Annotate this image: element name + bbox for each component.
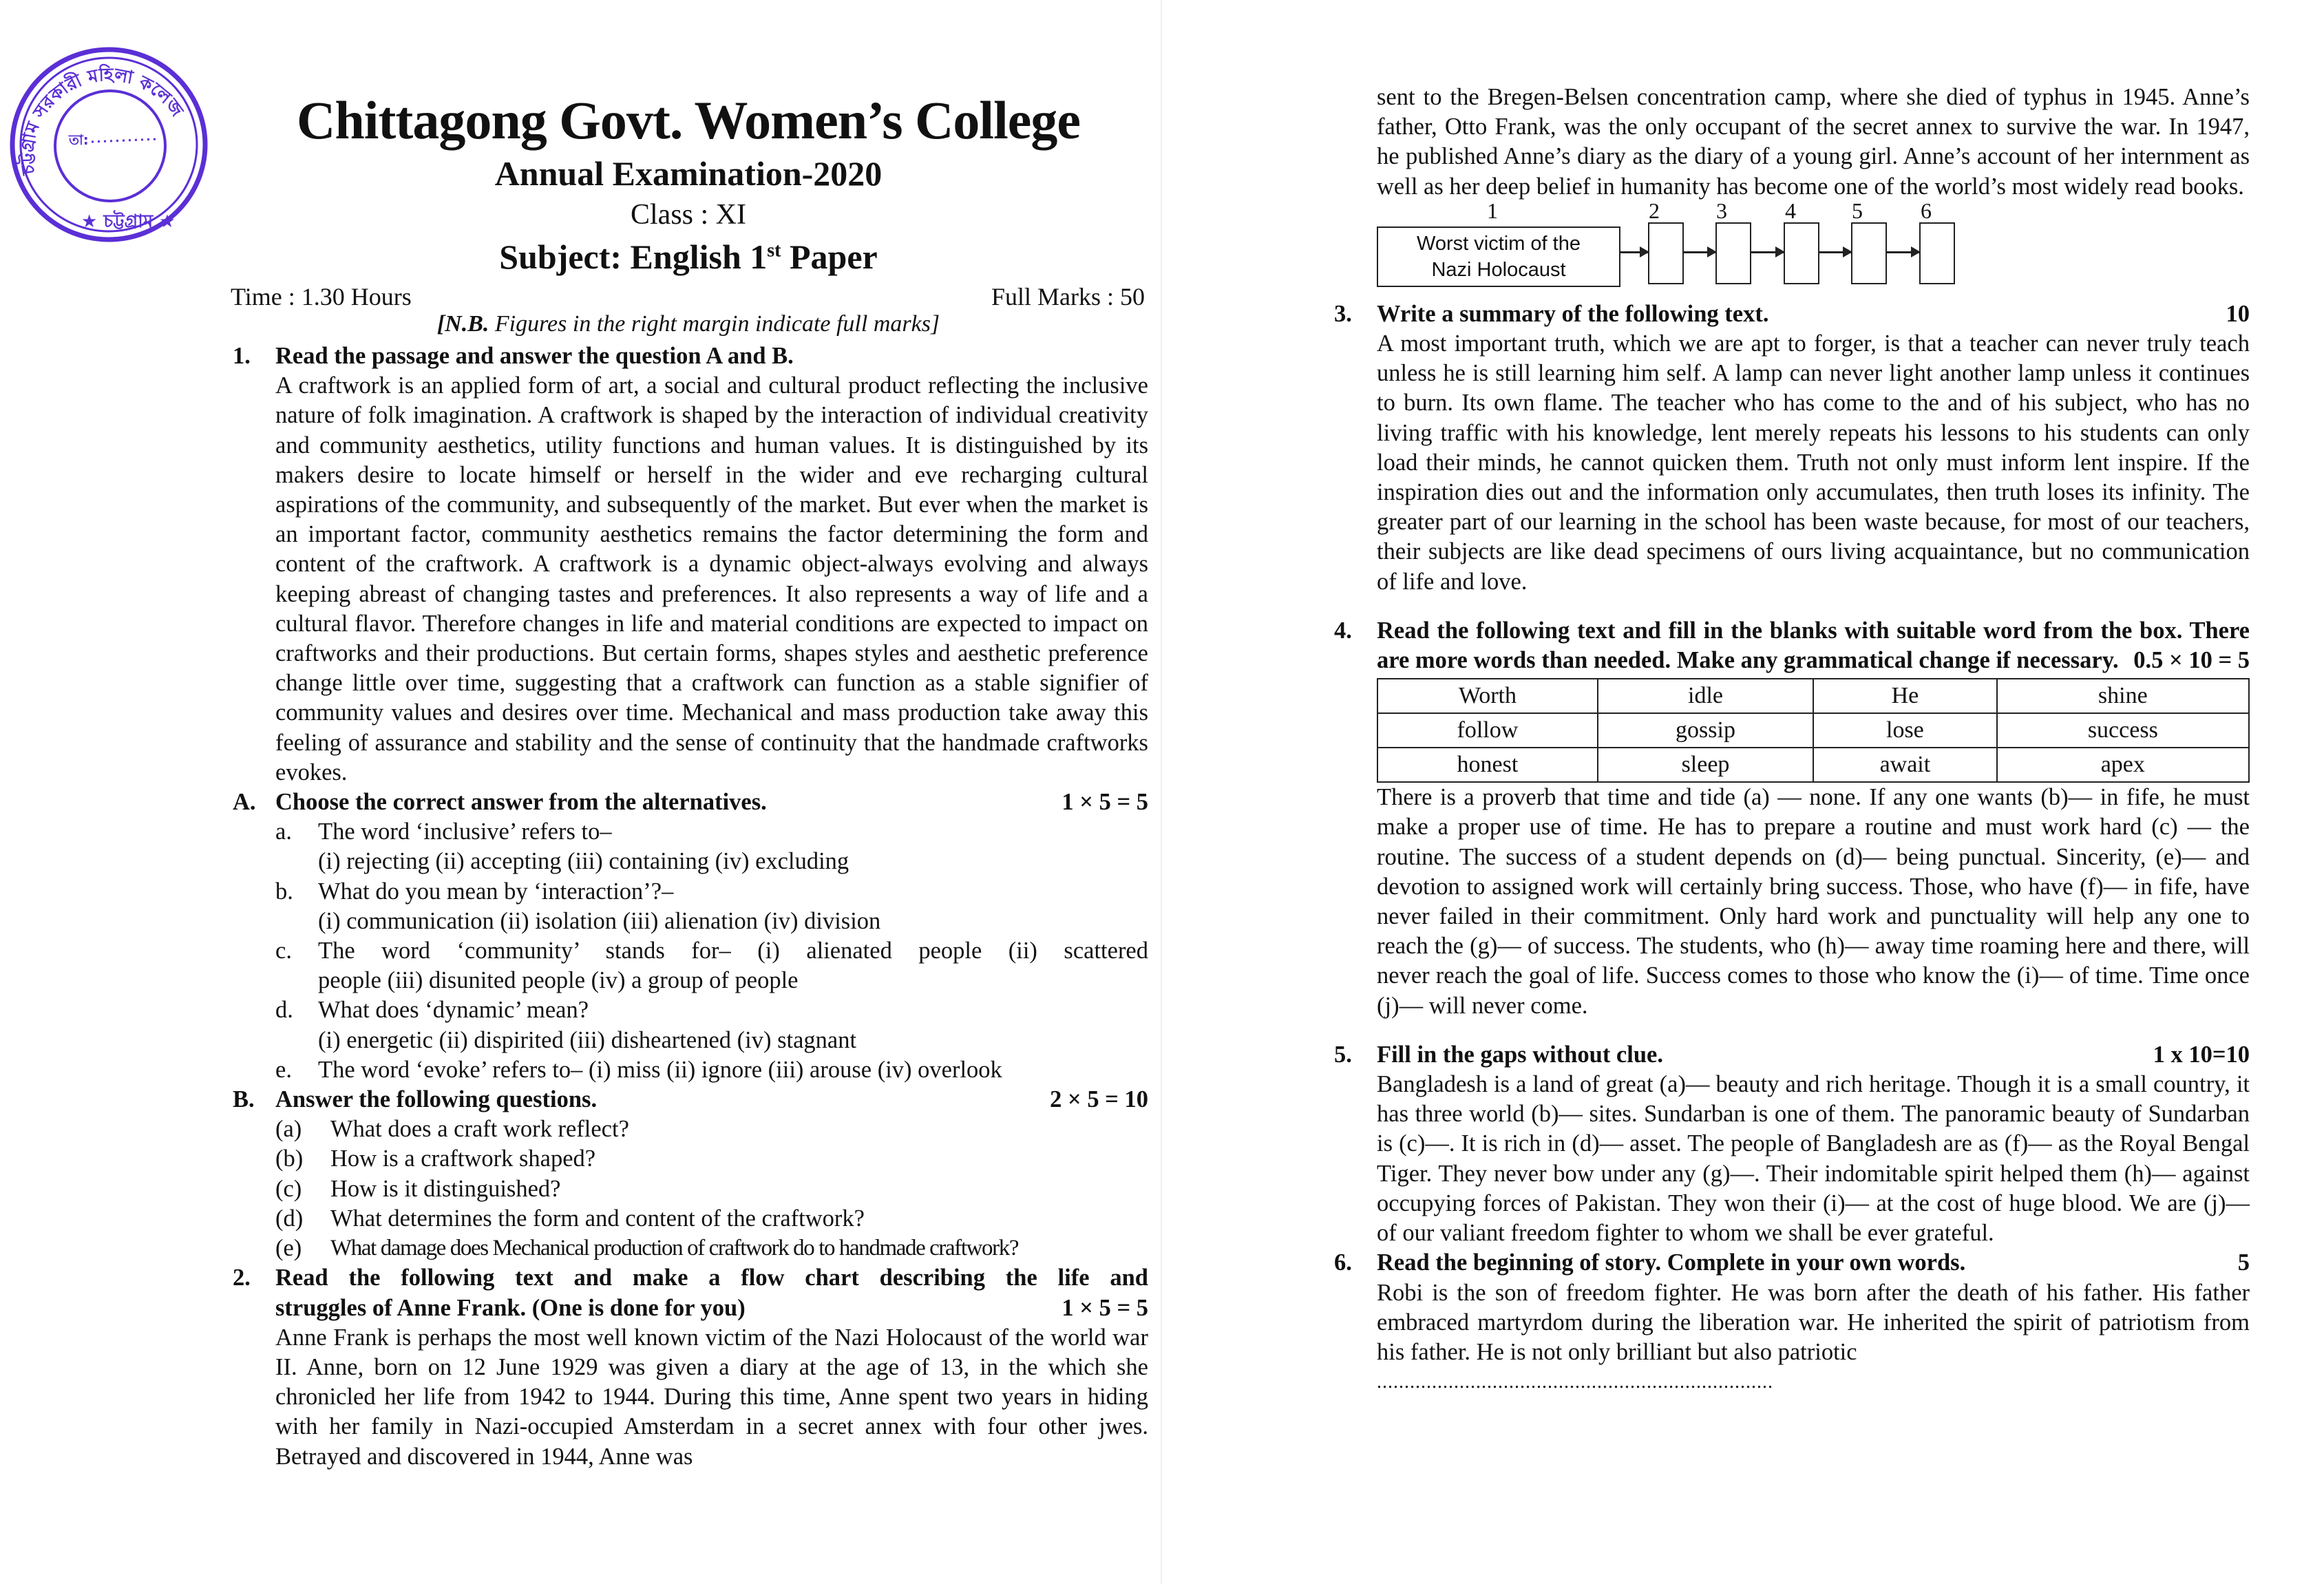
- passage-craftwork: A craftwork is an applied form of art, a social and cultural product reflecting the inclusive nature of folk imagination. A craftwork is shaped by the interaction of individual creativity and community aesthetics, utility functions and human values. It is distinguished by its makers desire to locate himself or herself in the wider and eve recharging cultural aspirations of the community, and subsequently of the market. But ever when the market is an important factor, community aesthetics remains the factor determining the form and content of the craftwork. A craftwork is a dynamic object-always evolving and always keeping abreast of changing tastes and preferences. It also represents a way of life and a cultural flavor. Therefore changes in life and material conditions are expected to impact on craftworks and their productions. But certain forms, shapes styles and aesthetic preference change little over time, suggesting that a craftwork can function as a stable signifier of community values and desires over time. Mechanical and mass production take away this feeling of assurance and stability and the sense of continuity that the handmade craftworks evokes.: [275, 372, 1148, 785]
- short-question: [275, 1204, 1148, 1234]
- flow-number: 4: [1785, 198, 1796, 223]
- item-text: What does a craft work reflect?: [330, 1116, 629, 1143]
- word-cell: follow: [1377, 713, 1598, 748]
- item-question: What does ‘dynamic’ mean?: [318, 997, 589, 1024]
- nb-rest: Figures in the right margin indicate full marks]: [489, 311, 940, 337]
- question-title-line1: Read the following text and make a flow chart describing the life and: [275, 1265, 1148, 1291]
- item-label: (c): [275, 1175, 302, 1202]
- item-text: How is it distinguished?: [330, 1175, 561, 1202]
- exam-header: [227, 89, 1150, 279]
- question-3: [1334, 299, 2250, 597]
- flow-box-empty[interactable]: [1919, 222, 1955, 284]
- mcq-item: [275, 936, 1148, 966]
- word-cell: Worth: [1377, 679, 1598, 713]
- flow-chart: [1377, 198, 2250, 284]
- full-marks-label: Full Marks : 50: [991, 283, 1145, 310]
- item-label: (e): [275, 1235, 302, 1262]
- question-number: 1.: [233, 343, 251, 369]
- time-label: Time : 1.30 Hours: [231, 283, 412, 310]
- item-label: c.: [275, 938, 292, 964]
- class-label: Class : XI: [631, 199, 746, 231]
- question-number: 5.: [1334, 1041, 1352, 1068]
- answer-continuation-dots: ........................................................................: [1377, 1371, 1773, 1393]
- word-cell: await: [1813, 748, 1997, 782]
- nb-note: [227, 311, 1150, 337]
- question-number: 2.: [233, 1265, 251, 1291]
- question-number: 4.: [1334, 617, 1352, 644]
- marks: 10: [2226, 300, 2250, 327]
- item-question: The word ‘inclusive’ refers to–: [318, 819, 612, 845]
- exam-title: Annual Examination-2020: [494, 154, 883, 193]
- arrow-right-icon: [1751, 251, 1784, 253]
- flow-number: 5: [1852, 198, 1863, 223]
- question-1b: [233, 1085, 1148, 1263]
- marks: 1 × 5 = 5: [1061, 1294, 1148, 1321]
- right-column: [1334, 83, 2250, 1397]
- question-title: Read the following text and fill in the blanks with suitable word from the box. There are more words than needed. Make any grammatical change if necessary.: [1377, 617, 2250, 674]
- item-label: (a): [275, 1116, 302, 1143]
- flow-box-filled: [1377, 226, 1620, 287]
- mcq-options: (i) energetic (ii) dispirited (iii) disheartened (iv) stagnant: [318, 1026, 857, 1053]
- flow-box-empty[interactable]: [1715, 222, 1751, 284]
- word-cell: success: [1997, 713, 2249, 748]
- word-box-row: [1377, 748, 2249, 782]
- question-number: 6.: [1334, 1249, 1352, 1276]
- arrow-right-icon: [1887, 251, 1919, 253]
- part-label: B.: [233, 1086, 255, 1113]
- marks: 1 x 10=10: [2153, 1041, 2250, 1068]
- passage-teacher: A most important truth, which we are apt to forger, is that a teacher can never truly teach unless he is still learning him self. A lamp can never light another lamp unless it continues to burn. Its own flame. The teacher who has come to the and of his subject, who has no living traffic with his knowledge, lent merely repeats his lessons to his students can only load their minds, he cannot quicken them. Truth not only must inform lent inspire. If the inspiration dies out and the information only accumulates, then truth loses its infinity. The greater part of our learning in the school has been waste because, for most of our teachers, their subjects are like dead specimens of ours living acquaintance, but no communication of life and love.: [1377, 330, 2250, 595]
- item-question: The word ‘community’ stands for– (i) alienated people (ii) scattered: [318, 938, 1148, 964]
- mcq-options: people (iii) disunited people (iv) a group of people: [318, 967, 799, 994]
- flow-number: 6: [1921, 198, 1932, 223]
- question-title-line2: struggles of Anne Frank. (One is done for you): [275, 1294, 746, 1321]
- word-cell: lose: [1813, 713, 1997, 748]
- svg-text:★ চট্টগ্রাম ★: ★ চট্টগ্রাম ★: [81, 211, 176, 232]
- college-name: Chittagong Govt. Women’s College: [297, 90, 1080, 150]
- passage-time: There is a proverb that time and tide (a) — none. If any one wants (b)— in fife, he must make a proper use of time. He has to prepare a routine and must work hard (c) — the routine. The success of a student depends on (d)— being punctual. Sincerity, (e)— and devotion to assigned work will certainly bring success. Those, who have (f)— in fife, have never failed in their commitment. Only hard work and punctuality will help any one to reach the (g)— of success. The students, who (h)— away time roaming here and there, will never reach the goal of life. Success comes to those who know the (i)— of time. Time once (j)— will never come.: [1377, 784, 2250, 1019]
- subject-suffix: Paper: [781, 237, 878, 276]
- mcq-options: (i) communication (ii) isolation (iii) alienation (iv) division: [318, 907, 881, 934]
- question-6: [1334, 1248, 2250, 1397]
- marks: 1 × 5 = 5: [1061, 789, 1148, 816]
- item-label: (b): [275, 1145, 304, 1172]
- mcq-item: [275, 995, 1148, 1025]
- item-text: What damage does Mechanical production of craftwork do to handmade craftwork?: [330, 1236, 1019, 1261]
- word-cell: He: [1813, 679, 1997, 713]
- subject-sup: st: [767, 240, 781, 262]
- item-label: a.: [275, 819, 292, 845]
- part-title: Answer the following questions.: [275, 1086, 598, 1113]
- question-title: Write a summary of the following text.: [1377, 300, 1769, 327]
- flow-box-empty[interactable]: [1784, 222, 1819, 284]
- subject-title: [227, 234, 1150, 279]
- arrow-right-icon: [1620, 251, 1648, 253]
- item-label: d.: [275, 997, 293, 1024]
- word-cell: shine: [1997, 679, 2249, 713]
- subject-prefix: Subject: English 1: [499, 237, 768, 276]
- question-2-continued: [1334, 83, 2250, 284]
- exam-meta: [231, 282, 1145, 311]
- question-2: [233, 1263, 1148, 1471]
- item-text: What determines the form and content of the craftwork?: [330, 1205, 865, 1232]
- college-seal-stamp: [6, 41, 212, 248]
- word-cell: idle: [1598, 679, 1813, 713]
- question-title: Read the passage and answer the question A and B.: [275, 343, 794, 369]
- word-cell: sleep: [1598, 748, 1813, 782]
- question-5: [1334, 1040, 2250, 1248]
- flow-number: 2: [1649, 198, 1660, 223]
- part-title: Choose the correct answer from the alternatives.: [275, 789, 767, 816]
- word-box-table: [1377, 678, 2250, 783]
- arrow-right-icon: [1819, 251, 1851, 253]
- flow-box-line2: Nazi Holocaust: [1431, 258, 1566, 281]
- flow-box-empty[interactable]: [1648, 222, 1684, 284]
- question-4: [1334, 616, 2250, 1021]
- word-box-row: [1377, 679, 2249, 713]
- question-1: [233, 341, 1148, 788]
- flow-number: 3: [1716, 198, 1727, 223]
- passage-robi: Robi is the son of freedom fighter. He was born after the death of his father. His father embraced martyrdom during the liberation war. He inherited the spirit of patriotism from his father. He is not only brilliant but also patriotic: [1377, 1279, 2250, 1365]
- svg-text:চট্টগ্রাম সরকারী মহিলা কলেজ: চট্টগ্রাম সরকারী মহিলা কলেজ: [17, 64, 187, 176]
- question-1a: [233, 788, 1148, 1085]
- flow-box-empty[interactable]: [1851, 222, 1887, 284]
- mcq-item: [275, 817, 1148, 847]
- passage-anne-frank: Anne Frank is perhaps the most well known victim of the Nazi Holocaust of the world war II. Anne, born on 12 June 1929 was given a diary at the age of 13, in the which she chronicled her life from 1942 to 1944. During this time, Anne spent two years in hiding with her family in Nazi-occupied Amsterdam in a secret annex with four other jwes. Betrayed and discovered in 1944, Anne was: [275, 1324, 1148, 1470]
- item-text: How is a craftwork shaped?: [330, 1145, 596, 1172]
- mcq-item: [275, 1055, 1148, 1085]
- passage-bangladesh: Bangladesh is a land of great (a)— beauty and rich heritage. Though it is a small country, it has three world (b)— sites. Sundarban is one of them. The panoramic beauty of Sundarban is (c)—. It is rich in (d)— asset. The people of Bangladesh are as (f)— as the Royal Bengal Tiger. They never bow under any (g)—. Their indomitable spirit helped them (h)— against occupying forces of Pakistan. They won their (i)— at the cost of huge blood. We are (j)— of our valiant freedom fighter to whom we shall be ever grateful.: [1377, 1071, 2250, 1247]
- flow-box-line1: Worst victim of the: [1417, 232, 1581, 255]
- marks: 5: [2237, 1249, 2250, 1276]
- word-cell: gossip: [1598, 713, 1813, 748]
- item-question: The word ‘evoke’ refers to– (i) miss (ii) ignore (iii) arouse (iv) overlook: [318, 1056, 1002, 1083]
- question-number: 3.: [1334, 300, 1352, 327]
- item-label: b.: [275, 878, 293, 905]
- arrow-right-icon: [1684, 251, 1715, 253]
- mcq-item: [275, 877, 1148, 907]
- word-cell: honest: [1377, 748, 1598, 782]
- question-title: Fill in the gaps without clue.: [1377, 1041, 1663, 1068]
- short-question: [275, 1115, 1148, 1144]
- word-cell: apex: [1997, 748, 2249, 782]
- left-column: [233, 341, 1148, 1472]
- marks: 2 × 5 = 10: [1050, 1086, 1148, 1113]
- word-box-row: [1377, 713, 2249, 748]
- item-question: What do you mean by ‘interaction’?–: [318, 878, 674, 905]
- question-title: Read the beginning of story. Complete in your own words.: [1377, 1249, 1966, 1276]
- short-question: [275, 1144, 1148, 1174]
- mcq-options: (i) rejecting (ii) accepting (iii) containing (iv) excluding: [318, 848, 849, 875]
- item-label: (d): [275, 1205, 304, 1232]
- marks: 0.5 × 10 = 5: [2133, 647, 2250, 674]
- item-label: e.: [275, 1056, 292, 1083]
- nb-bold: [N.B.: [436, 311, 489, 337]
- part-label: A.: [233, 789, 256, 816]
- svg-text:তা:: তা:: [69, 131, 89, 148]
- short-question: [275, 1234, 1148, 1263]
- passage-anne-frank-continued: sent to the Bregen-Belsen concentration camp, where she died of typhus in 1945. Anne’s father, Otto Frank, was the only occupant of the secret annex to survive the war. In 1947, he published Anne’s diary as the diary of a young girl. Anne’s account of her internment as well as her deep belief in humanity has become one of the world’s most widely read books.: [1377, 84, 2250, 200]
- flow-number: 1: [1487, 198, 1498, 223]
- short-question: [275, 1174, 1148, 1204]
